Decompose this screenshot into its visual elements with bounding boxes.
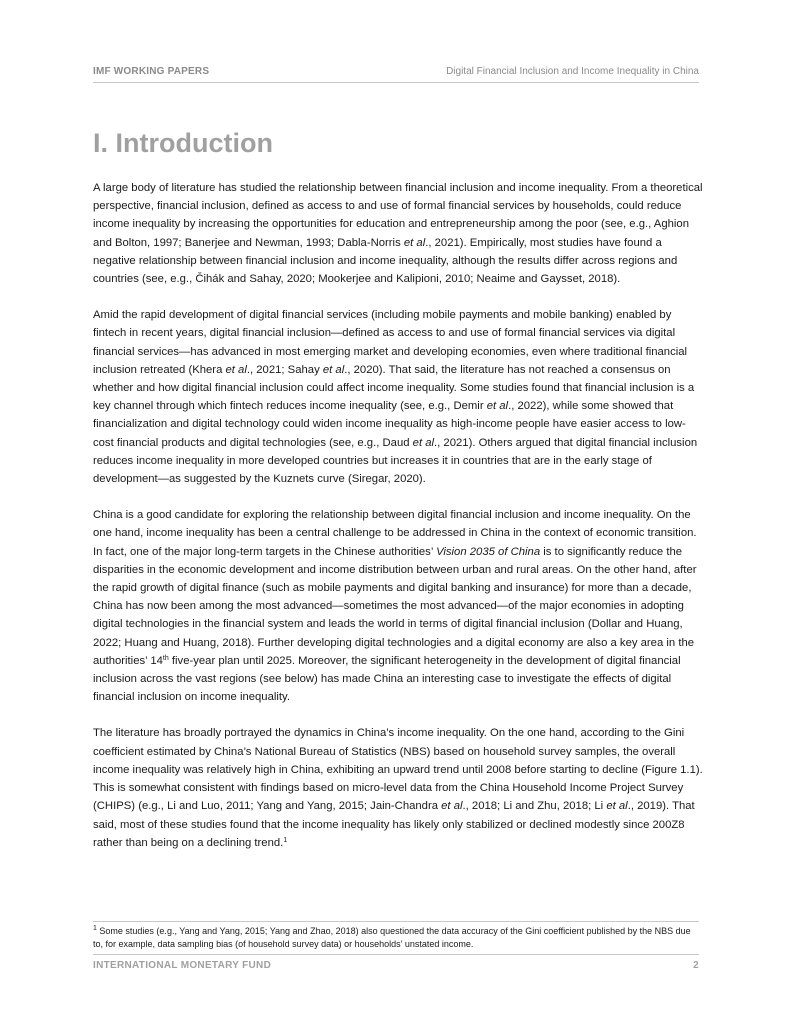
footnote-divider xyxy=(93,921,699,922)
section-title: I. Introduction xyxy=(93,128,273,158)
italic-text: Vision 2035 of China xyxy=(436,545,541,558)
italic-text: et al xyxy=(322,363,345,376)
superscript: 1 xyxy=(93,925,97,932)
page-number: 2 xyxy=(693,960,699,971)
italic-text: et al xyxy=(606,800,628,813)
paragraph: China is a good candidate for exploring the relationship between digital financial inclusion and income inequality. On the one hand, income inequality has been a central challenge to be addressed in China in the context of economic transition. In fact, one of the major long-term targets in the Chinese authorities’ Vision 2035 of China is to significantly reduce the disparities in the economic development and income distribution between urban and rural areas. On the other hand, after the rapid growth of digital finance (such as mobile payments and digital banking and insurance) for more than a decade, China has now been among the most advanced—sometimes the most advanced—of the major economies in adopting digital technologies in the financial system and leads the world in terms of digital financial inclusion (Dollar and Huang, 2022; Huang and Huang, 2018). Further developing digital technologies and a digital economy are also a key area in the authorities’ 14th five-year plan until 2025. Moreover, the significant heterogeneity in the development of digital financial inclusion across the vast regions (see below) has made China an interesting case to investigate the effects of digital financial inclusion on income inequality. xyxy=(93,509,697,704)
superscript: th xyxy=(162,654,169,662)
running-header xyxy=(93,66,699,77)
paragraph: The literature has broadly portrayed the dynamics in China’s income inequality. On the one hand, according to the Gini coefficient estimated by China’s National Bureau of Statistics (NBS) based on household survey samples, the overall income inequality was relatively high in China, exhibiting an upward trend until 2008 before starting to decline (Figure 1.1). This is somewhat consistent with findings based on micro-level data from the China Household Income Project Survey (CHIPS) (e.g., Li and Luo, 2011; Yang and Yang, 2015; Jain-Chandra et al., 2018; Li and Zhu, 2018; Li et al., 2019). That said, most of these studies found that the income inequality has likely only stabilized or declined modestly since 200Z8 rather than being on a declining trend.$^1$ xyxy=(93,727,703,849)
paragraph: Amid the rapid development of digital financial services (including mobile payments and mobile banking) enabled by fintech in recent years, digital financial inclusion—defined as access to and use of formal financial services via digital financial services—has advanced in most emerging market and developing economies, even where traditional financial inclusion retreated (Khera et al., 2021; Sahay et al., 2020). That said, the literature has not reached a consensus on whether and how digital financial inclusion could affect income inequality. Some studies found that financial inclusion is a key channel through which fintech reduces income inequality (see, e.g., Demir et al., 2022), while some showed that financialization and digital technology could widen income inequality as high-income people have easier access to low-cost financial products and digital technologies (see, e.g., Daud et al., 2021). Others argued that digital financial inclusion reduces income inequality in more developed countries but increases it in countries that are in the early stage of development—as suggested by the Kuznets curve (Siregar, 2020). xyxy=(93,309,698,486)
italic-text: et al xyxy=(486,400,509,413)
superscript: 1 xyxy=(283,836,288,844)
italic-text: et al xyxy=(403,236,426,249)
italic-text: et al xyxy=(225,363,247,376)
italic-text: et al xyxy=(441,800,463,813)
footnote: $^1$ Some studies (e.g., Yang and Yang, 2015; Yang and Zhao, 2018) also questioned the data accuracy of the Gini coefficient published by the NBS due to, for example, data sampling bias (of household survey data) or households’ unstated income. xyxy=(93,925,691,949)
paper-title: Digital Financial Inclusion and Income Inequality in China xyxy=(446,66,699,77)
footer-divider xyxy=(93,954,699,955)
paragraph: A large body of literature has studied the relationship between financial inclusion and income inequality. From a theoretical perspective, financial inclusion, defined as access to and use of formal financial services by households, could reduce income inequality by increasing the opportunities for education and entrepreneurship among the poor (see, e.g., Aghion and Bolton, 1997; Banerjee and Newman, 1993; Dabla-Norris et al., 2021). Empirically, most studies have found a negative relationship between financial inclusion and income inequality, although the results differ across regions and countries (see, e.g., Čihák and Sahay, 2020; Mookerjee and Kalipioni, 2010; Neaime and Gaysset, 2018). xyxy=(93,182,703,286)
running-footer xyxy=(93,960,699,971)
header-divider xyxy=(93,82,699,83)
publisher-name: INTERNATIONAL MONETARY FUND xyxy=(93,960,272,971)
series-title: IMF WORKING PAPERS xyxy=(93,66,210,77)
italic-text: et al xyxy=(412,436,435,449)
body-text xyxy=(93,179,705,852)
